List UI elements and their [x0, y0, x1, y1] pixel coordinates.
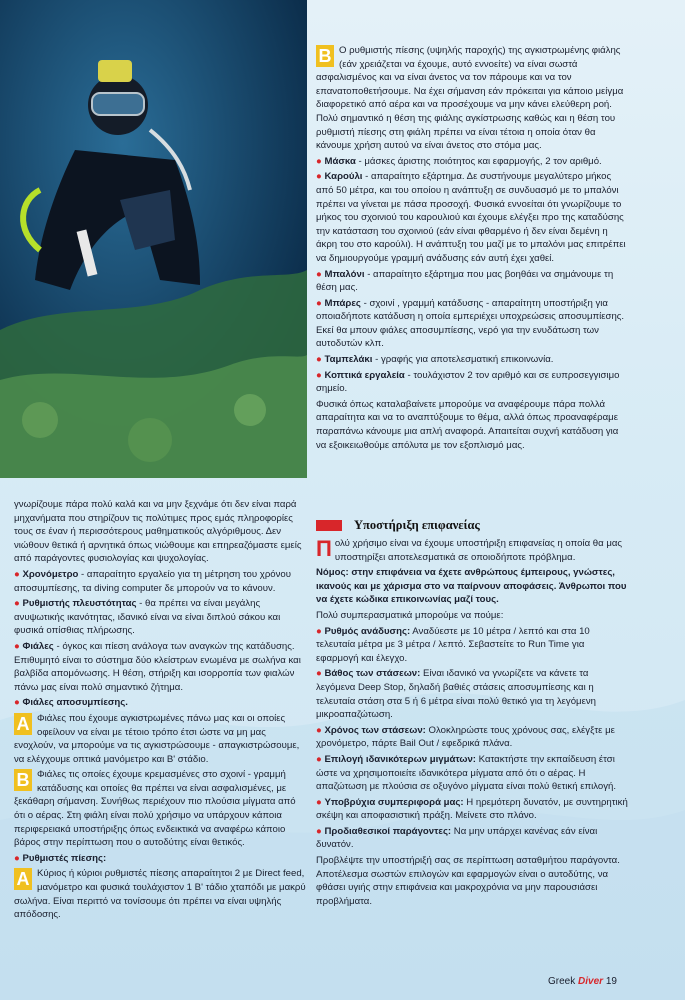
item-label: Κοπτικά εργαλεία	[324, 369, 405, 381]
item-label: Προδιαθεσικοί παράγοντες:	[324, 825, 452, 837]
bullet: ●	[316, 796, 322, 808]
item-text: - όγκος και πίεση ανάλογα των αναγκών της κατάδυσης. Επιθυμητό είναι το σύστημα δύο κλείστρων ενωμένα με σωλήνα και βαλβίδα απομόνωσης. Η θέση, στήριξη και ισορροπία των φιαλών πάνω μας είναι πολύ σημαντικό ζήτημα.	[14, 640, 301, 693]
bullet: ●	[316, 668, 322, 680]
item-label: Υποβρύχια συμπεριφορά μας:	[324, 796, 464, 808]
item-label: Ρυθμός ανάδυσης:	[324, 625, 411, 637]
item-label: Βάθος των στάσεων:	[324, 668, 421, 680]
intro-paragraph: γνωρίζουμε πάρα πολύ καλά και να μην ξεχνάμε ότι δεν είναι παρά μηχανήματα που στηρίζουν τις πολύτιμες προς εμάς πληροφορίες τους σε έναν ή περισσότερους μαθηματικούς αλγόριθμους. Δεν νιώθουν θετικά ή αρνητικά όπως νιώθουμε και επηρεαζόμαστε εμείς από παράγοντες φυσιολογίας και ψυχολογίας.	[14, 499, 302, 565]
page-footer	[548, 976, 617, 987]
bullet: ●	[316, 625, 322, 637]
item-label: Φιάλες αποσυμπίεσης.	[22, 697, 128, 709]
bullet: ●	[316, 171, 322, 183]
item-text: - σχοινί , γραμμή κατάδυσης - απαραίτητη υποστήριξη για οποιαδήποτε κατάδυση η οποία εμπεριέχει υποχρεώσεις αποσυμπίεσης. Εκεί θα μπουν φιάλες αποσυμπίεσης, νερό για την ενυδάτωση των αυτοδυτών κλπ.	[316, 297, 625, 350]
closing-paragraph: Φυσικά όπως καταλαβαίνετε μπορούμε να αναφέρουμε πάρα πολλά απαραίτητα και να το αναπτύξουμε το θέμα, αλλά όπως προαναφέραμε παραπάνω κάνουμε μια απλή αναφορά. Απαιτείται συχνή κατάδυση για να εξοικειωθούμε απόλυτα με τον εξοπλισμό μας.	[316, 398, 619, 451]
paragraph-a: Φιάλες που έχουμε αγκιστρωμένες πάνω μας και οι οποίες οφείλουν να είναι με τέτοιο τρόπο έτσι ώστε να μη μας ενοχλούν, να μπορούμε να τις αγκιστρώσουμε - απαγκιστρώσουμε, να ελέγχουμε οπτικά μανόμετρο και Β' στάδιο.	[14, 712, 300, 765]
lead-paragraph: Πολύ συμπερασματικά μπορούμε να πούμε:	[316, 609, 504, 621]
dropcap-a2: Α	[14, 868, 32, 890]
item-label: Καρούλι	[324, 171, 363, 183]
item-text: - θα πρέπει να είναι μεγάλης ανυψωτικής ικανότητας, ιδανικό είναι να είναι διπλού σάκου και φυσικά οπίσθιας πλήρωσης.	[14, 598, 281, 637]
item-label: Επιλογή ιδανικότερων μιγμάτων:	[324, 753, 476, 765]
item-text: - τουλάχιστον 2 τον αριθμό και σε ευπροσεγγισιμο σημείο.	[316, 369, 620, 395]
bullet: ●	[316, 354, 322, 366]
item-label: Χρονόμετρο	[22, 568, 79, 580]
section-title: Υποστήριξη επιφανείας	[354, 518, 480, 532]
dropcap-b: Β	[14, 769, 32, 791]
dropcap-p: Π	[316, 536, 332, 561]
bullet: ●	[316, 369, 322, 381]
brand-diver: Diver	[578, 976, 604, 987]
bullet: ●	[316, 724, 322, 736]
item-text: Κατακτήστε την εκπαίδευση έτσι ώστε να χρησιμοποιείτε ιδανικότερα μίγματα από ότι ο αέρας. Η απαζώτωση με πλούσια σε οξυγόνο μίγματα είναι πολύ θετική επιλογή.	[316, 753, 617, 793]
bullet: ●	[316, 753, 322, 765]
diver-photo	[0, 0, 307, 478]
item-text: - γραφής για αποτελεσματική επικοινωνία.	[372, 354, 554, 366]
right-column-top	[316, 44, 628, 454]
bullet: ●	[14, 568, 20, 580]
item-text: - απαραίτητο εργαλείο για τη μέτρηση του χρόνου αποσυμπίεσης, τα diving computer δε μπορούν να το κάνουν.	[14, 568, 292, 594]
item-label: Φιάλες	[22, 640, 54, 652]
item-label: Μπάρες	[324, 297, 361, 309]
dropcap-b: Β	[316, 45, 334, 67]
item-text: Ολοκληρώστε τους χρόνους σας, ελέγξτε με χρονόμετρο, πάρτε Bail Out / εφεδρικά πλάνα.	[316, 724, 615, 750]
bullet: ●	[14, 640, 20, 652]
item-label: Ρυθμιστές πίεσης:	[22, 852, 107, 864]
item-text: Η ηρεμότερη δυνατόν, με συντηρητική σκέψη και αποφασιστική πράξη. Μείνετε στο πλάνο.	[316, 796, 628, 822]
paragraph-a2: Κύριος ή κύριοι ρυθμιστές πίεσης απαραίτητοι 2 με Direct feed, μανόμετρο και φυσικά τουλάχιστον 1 Β' τάδιο χταπόδι με μακρύ σωλήνα. Είναι περιττό να τονίσουμε ότι πρέπει να είναι υψηλής απόδοσης.	[14, 868, 306, 921]
item-text: Αναδύεστε με 10 μέτρα / λεπτό και στα 10 τελευταία μέτρα με 3 μέτρα / λεπτό. Σεβαστείτε το Run Time για εφαρμογή και έλεγχο.	[316, 625, 590, 664]
item-label: Μπαλόνι	[324, 268, 365, 280]
paragraph-b: Φιάλες τις οποίες έχουμε κρεμασμένες στο σχοινί - γραμμή κατάδυσης και οποίες θα πρέπει να είναι ασφαλισμένες, με ξεκάθαρη σήμανση. Συνήθως περιέχουν πιο πλούσια μίγματα από ότι ο αέρας. Στη φιάλη είναι πολύ χρήσιμο να υπάρχουν κάποια περιφερειακά υποστήριξης όπως ενδεικτικά να αναφέρω κάποιο βάρος στην περίπτωση που ο αυτοδύτης είναι θετικός.	[14, 769, 296, 849]
item-text: - απαραίτητο εξάρτημα που μας βοηθάει να σημάνουμε τη θέση μας.	[316, 268, 614, 294]
paragraph-regulator: Ο ρυθμιστής πίεσης (υψηλής παροχής) της αγκιστρωμένης φιάλης (εάν χρειάζεται να έχουμε, αυτό εννοείτε) να είναι σωστά ασφαλισμένος και να είναι άνετος να τον πάρουμε και να τον επανατοποθετήσουμε. Να έχει σήμανση εάν πρόκειται για κάποιο μείγμα διαφορετικό από αέρα και να προσέχουμε να μην κάνει ελεύθερη ροή. Πολύ σημαντικό η θέση της φιάλης αγκίστρωσης καθώς και η θέση του ρυθμιστή πίεσης στη φιάλη πρέπει να είναι τέτοια η οποία όταν θα κάνουμε χρήση αυτού να είναι άνετος στο στόμα μας.	[316, 45, 624, 152]
item-label: Μάσκα	[324, 155, 356, 167]
right-column-bottom	[316, 518, 628, 910]
intro-paragraph: ολύ χρήσιμο είναι να έχουμε υποστήριξη επιφανείας η οποία θα μας υποστηρίξει αποτελεσματικά σε οποιοδήποτε πρόβλημα.	[334, 538, 623, 563]
bullet: ●	[14, 852, 20, 864]
brand-greek: Greek	[548, 976, 579, 987]
bullet: ●	[14, 598, 20, 610]
item-text: Είναι ιδανικό να γνωρίζετε να κάνετε τα λεγόμενα Deep Stop, δηλαδή βαθιές στάσεις αποσυμπίεσης και η τελευταία στάση στα 5 ή 6 μέτρα είναι πολύ θετικό για τη λεγόμενη μικροαπαζώτωση.	[316, 668, 596, 721]
bullet: ●	[316, 155, 322, 167]
page-number: 19	[605, 976, 617, 987]
bullet: ●	[14, 697, 20, 709]
section-heading	[316, 518, 628, 533]
item-text: - απαραίτητο εξάρτημα. Δε συστήνουμε μεγαλύτερο μήκος από 50 μέτρα, και του οποίου η ανάπτυξη σε συνδυασμό με το μπαλόνι πρέπει να γίνεται με πάσα προσοχή. Φυσικά εννοείται ότι γνωρίζουμε το μήκος του σχοινιού του καρουλιού και έχουμε ελέγξει προ της καταδύσης την κατάσταση του σχοινιού (εάν είναι φθαρμένο ή δεν είναι δεμένη η άκρη του στο καρούλι). Η ανάπτυξη του μαζί με το μπαλόνι μας επιτρέπει να δημιουργούμε γραμμή ανάδυσης εάν αυτή έχει χαθεί.	[316, 171, 626, 264]
bullet: ●	[316, 268, 322, 280]
item-text: - μάσκες άριστης ποιότητος και εφαρμογής, 2 τον αριθμό.	[355, 155, 602, 167]
section-marker	[316, 520, 342, 531]
bullet: ●	[316, 825, 322, 837]
item-label: Χρόνος των στάσεων:	[324, 724, 426, 736]
law-paragraph: Νόμος: στην επιφάνεια να έχετε ανθρώπους έμπειρους, γνώστες, ικανούς και με χάρισμα στο να παίρνουν αποφάσεις. Άνθρωποι που να έχετε κώδικα επικοινωνίας μαζί τους.	[316, 567, 627, 606]
dropcap-a: Α	[14, 713, 32, 735]
bullet: ●	[316, 297, 322, 309]
item-label: Ρυθμιστής πλευστότητας	[22, 598, 137, 610]
item-label: Ταμπελάκι	[324, 354, 373, 366]
left-column	[14, 498, 306, 924]
closing-paragraph: Προβλέψτε την υποστήριξή σας σε περίπτωση ασταθμήτου παράγοντα. Αποτέλεσμα σωστών επιλογών και εφαρμογών είναι ο αυτοδύτης, να φθάσει υγιής στην επιφάνεια και μακροχρόνια να μην παρουσιάσει προβλήματα.	[316, 855, 620, 907]
item-text: Να μην υπάρχει κανένας εάν είναι δυνατόν.	[316, 825, 598, 851]
